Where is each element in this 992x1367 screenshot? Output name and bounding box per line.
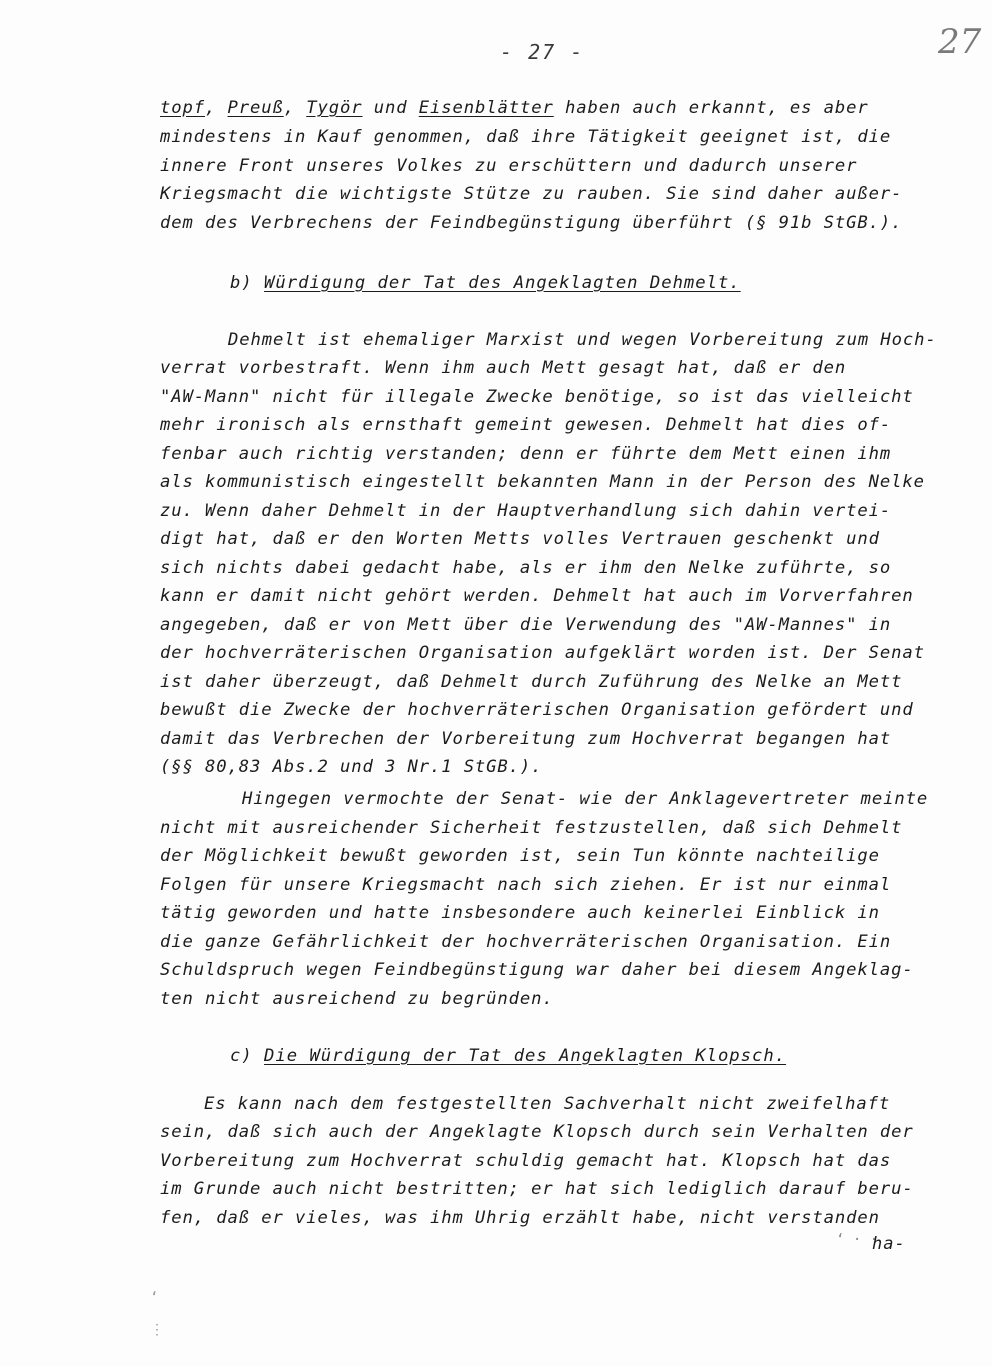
- text-line: der hochverräterischen Organisation aufgeklärt worden ist. Der Senat: [160, 643, 925, 663]
- text-line: verrat vorbestraft. Wenn ihm auch Mett gesagt hat, daß er den: [160, 358, 847, 378]
- text-line: sein, daß sich auch der Angeklagte Klopsch durch sein Verhalten der: [160, 1122, 914, 1142]
- text-line: digt hat, daß er den Worten Metts volles Vertrauen geschenkt und: [160, 529, 880, 549]
- text-line: der Möglichkeit bewußt geworden ist, sein Tun könnte nachteilige: [160, 846, 880, 866]
- defendant-name: Tygör: [306, 98, 363, 118]
- text-line: fen, daß er vieles, was ihm Uhrig erzählt habe, nicht verstanden: [160, 1208, 880, 1228]
- text-line: Es kann nach dem festgestellten Sachverhalt nicht zweifelhaft: [204, 1094, 891, 1114]
- defendant-name: Eisenblätter: [418, 98, 554, 118]
- text-line: ist daher überzeugt, daß Dehmelt durch Zuführung des Nelke an Mett: [160, 672, 903, 692]
- section-heading-b: b) Würdigung der Tat des Angeklagten Dehmelt.: [230, 273, 741, 293]
- text-line: "AW-Mann" nicht für illegale Zwecke benötige, so ist das vielleicht: [160, 387, 914, 407]
- text-line: ten nicht ausreichend zu begründen.: [160, 989, 554, 1009]
- text-line: als kommunistisch eingestellt bekannten Mann in der Person des Nelke: [160, 472, 925, 492]
- text-line: Vorbereitung zum Hochverrat schuldig gemacht hat. Klopsch hat das: [160, 1151, 892, 1171]
- text-line: dem des Verbrechens der Feindbegünstigung überführt (§ 91b StGB.).: [160, 213, 903, 233]
- defendant-name: topf: [160, 98, 205, 118]
- text-line: Dehmelt ist ehemaliger Marxist und wegen Vorbereitung zum Hoch-: [228, 330, 937, 350]
- page-number: - 27 -: [500, 40, 585, 64]
- text-line: Hingegen vermochte der Senat- wie der Anklagevertreter meinte: [242, 789, 929, 809]
- text-line: zu. Wenn daher Dehmelt in der Hauptverhandlung sich dahin vertei-: [160, 501, 892, 521]
- text-line: angegeben, daß er von Mett über die Verwendung des "AW-Mannes" in: [160, 615, 892, 635]
- section-heading-text: Würdigung der Tat des Angeklagten Dehmelt.: [264, 273, 741, 293]
- text-line: tätig geworden und hatte insbesondere auch keinerlei Einblick in: [160, 903, 880, 923]
- section-heading-text: Die Würdigung der Tat des Angeklagten Klopsch.: [264, 1046, 787, 1066]
- text-line: (§§ 80,83 Abs.2 und 3 Nr.1 StGB.).: [160, 757, 543, 777]
- text-line: nicht mit ausreichender Sicherheit festzustellen, daß sich Dehmelt: [160, 818, 903, 838]
- text-line: mehr ironisch als ernsthaft gemeint gewesen. Dehmelt hat dies of-: [160, 415, 892, 435]
- text-line: sich nichts dabei gedacht habe, als er ihm den Nelke zuführte, so: [160, 558, 892, 578]
- text-line: Schuldspruch wegen Feindbegünstigung war daher bei diesem Angeklag-: [160, 960, 914, 980]
- margin-mark: ⋮: [150, 1322, 164, 1338]
- text-line: kann er damit nicht gehört werden. Dehmelt hat auch im Vorverfahren: [160, 586, 914, 606]
- scan-speckle: ‘ · ·: [836, 1232, 879, 1248]
- archive-page-number: 27: [938, 22, 982, 62]
- text-line: fenbar auch richtig verstanden; denn er führte dem Mett einen ihm: [160, 444, 892, 464]
- text-line: damit das Verbrechen der Vorbereitung zum Hochverrat begangen hat: [160, 729, 892, 749]
- text-line: bewußt die Zwecke der hochverräterischen Organisation gefördert und: [160, 700, 914, 720]
- text-line: Folgen für unsere Kriegsmacht nach sich ziehen. Er ist nur einmal: [160, 875, 892, 895]
- text-line: Kriegsmacht die wichtigste Stütze zu rauben. Sie sind daher außer-: [160, 184, 903, 204]
- text-line: die ganze Gefährlichkeit der hochverräterischen Organisation. Ein: [160, 932, 892, 952]
- text-line: mindestens in Kauf genommen, daß ihre Tätigkeit geeignet ist, die: [160, 127, 892, 147]
- text-line: topf, Preuß, Tygör und Eisenblätter haben auch erkannt, es aber: [160, 98, 869, 118]
- section-heading-c: c) Die Würdigung der Tat des Angeklagten Klopsch.: [230, 1046, 787, 1066]
- text-line: im Grunde auch nicht bestritten; er hat sich lediglich darauf beru-: [160, 1179, 914, 1199]
- defendant-name: Preuß: [227, 98, 284, 118]
- page-continuation-word: ha-: [872, 1234, 906, 1254]
- text-line: innere Front unseres Volkes zu erschüttern und dadurch unserer: [160, 156, 858, 176]
- margin-mark: ‘: [150, 1290, 159, 1306]
